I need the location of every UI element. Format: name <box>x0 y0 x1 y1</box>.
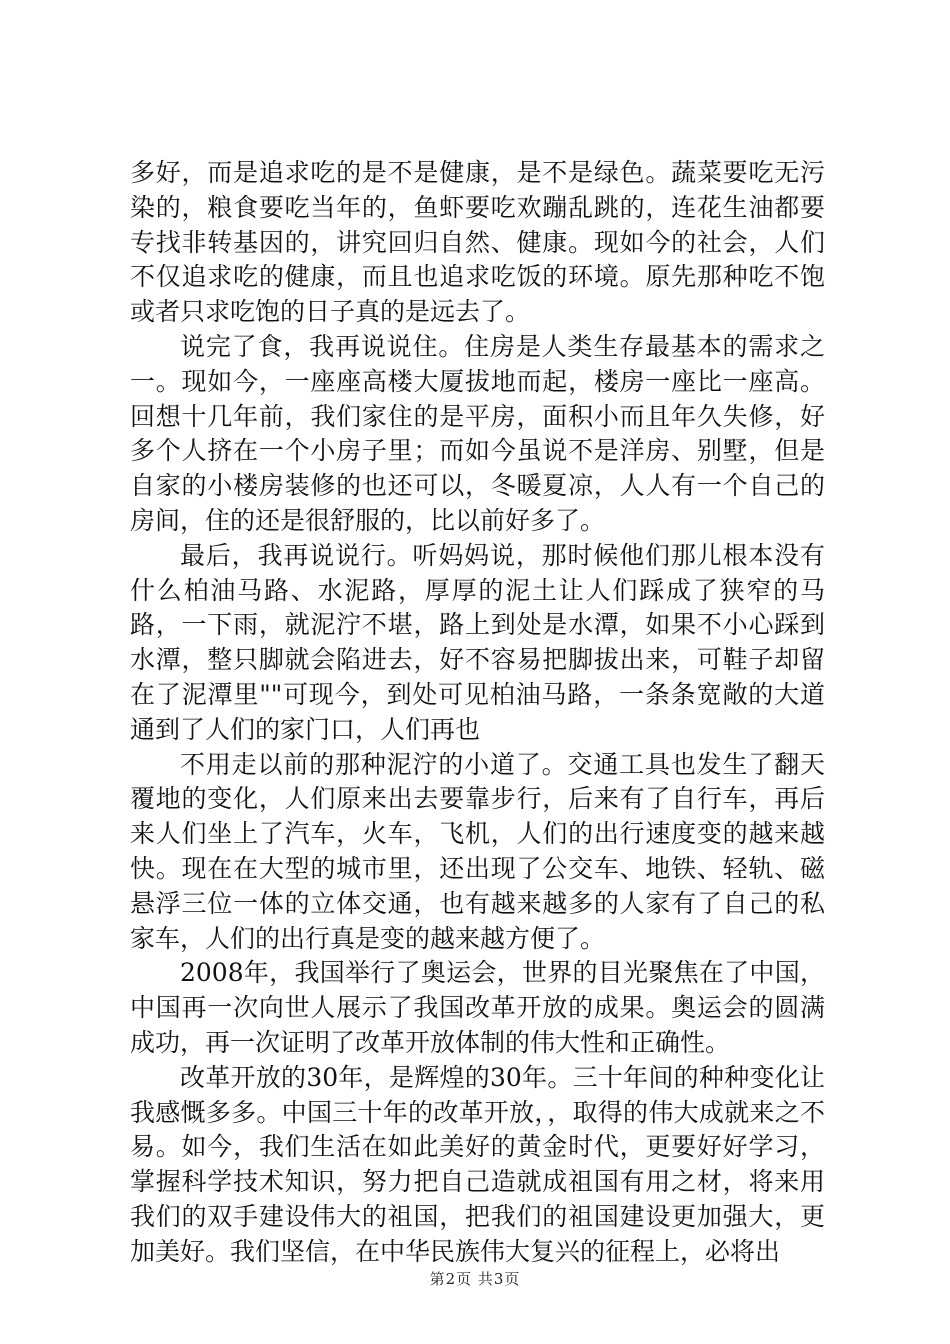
paragraph: 最后，我再说说行。听妈妈说，那时候他们那儿根本没有什么柏油马路、水泥路，厚厚的泥土让人们踩成了狭窄的马路，一下雨，就泥泞不堪，路上到处是水潭，如果不小心踩到水潭，整只脚就会陷进去，好不容易把脚拔出来，可鞋子却留在了泥潭里""可现今，到处可见柏油马路，一条条宽敞的大道通到了人们的家门口，人们再也 <box>130 540 825 744</box>
page-footer: 第2页 共3页 <box>429 1270 521 1288</box>
paragraph: 说完了食，我再说说住。住房是人类生存最基本的需求之一。现如今，一座座高楼大厦拔地而起，楼房一座比一座高。回想十几年前，我们家住的是平房，面积小而且年久失修，好多个人挤在一个小房子里；而如今虽说不是洋房、别墅，但是自家的小楼房装修的也还可以，冬暖夏凉，人人有一个自己的房间，住的还是很舒服的，比以前好多了。 <box>130 331 825 535</box>
document-body <box>130 156 825 1270</box>
paragraph: 改革开放的30年，是辉煌的30年。三十年间的种种变化让我感慨多多。中国三十年的改革开放，，取得的伟大成就来之不易。如今，我们生活在如此美好的黄金时代，更要好好学习，掌握科学技术知识，努力把自己造就成祖国有用之材，将来用我们的双手建设伟大的祖国，把我们的祖国建设更加强大，更加美好。我们坚信，在中华民族伟大复兴的征程上，必将出 <box>130 1062 825 1266</box>
paragraph: 2008年，我国举行了奥运会，世界的目光聚焦在了中国，中国再一次向世人展示了我国改革开放的成果。奥运会的圆满成功，再一次证明了改革开放体制的伟大性和正确性。 <box>130 958 825 1057</box>
paragraph: 多好，而是追求吃的是不是健康，是不是绿色。蔬菜要吃无污染的，粮食要吃当年的，鱼虾要吃欢蹦乱跳的，连花生油都要专找非转基因的，讲究回归自然、健康。现如今的社会，人们不仅追求吃的健康，而且也追求吃饭的环境。原先那种吃不饱或者只求吃饱的日子真的是远去了。 <box>130 158 825 327</box>
paragraph: 不用走以前的那种泥泞的小道了。交通工具也发生了翻天覆地的变化，人们原来出去要靠步行，后来有了自行车，再后来人们坐上了汽车，火车，飞机，人们的出行速度变的越来越快。现在在大型的城市里，还出现了公交车、地铁、轻轨、磁悬浮三位一体的立体交通，也有越来越多的人家有了自己的私家车，人们的出行真是变的越来越方便了。 <box>130 749 825 953</box>
